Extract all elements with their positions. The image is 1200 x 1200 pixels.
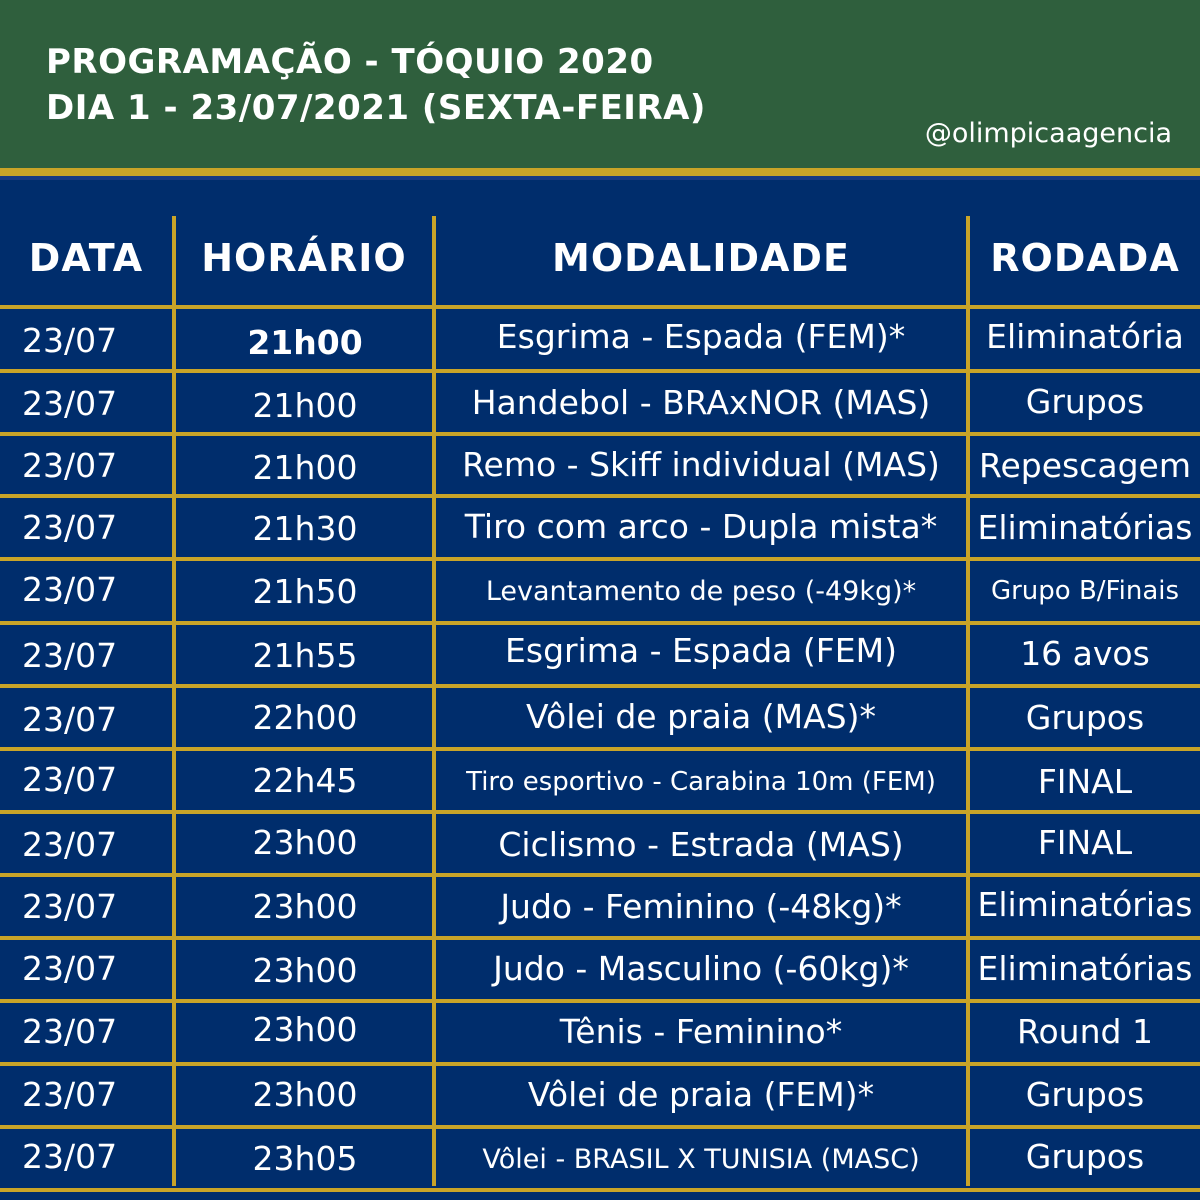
table-cell-date: 23/07 (22, 1012, 118, 1051)
table-cell-date: 23/07 (22, 825, 118, 864)
table-cell-time: 21h00 (252, 386, 358, 425)
table-cell-sport: Vôlei de praia (FEM)* (527, 1075, 875, 1114)
gold-divider (0, 168, 1200, 176)
table-cell-round: Grupos (1025, 382, 1145, 421)
page-subtitle: DIA 1 - 23/07/2021 (SEXTA-FEIRA) (46, 88, 706, 128)
table-cell-date: 23/07 (22, 700, 118, 739)
table-cell-round: 16 avos (1020, 634, 1150, 673)
table-cell-round: Grupo B/Finais (990, 576, 1180, 606)
table-cell-sport: Judo - Feminino (-48kg)* (500, 887, 902, 926)
table-cell-date: 23/07 (22, 508, 118, 547)
column-header-modalidade: MODALIDADE (552, 236, 850, 280)
social-handle: @olimpicaagencia (924, 118, 1172, 149)
table-cell-date: 23/07 (22, 1075, 118, 1114)
table-cell-sport: Esgrima - Espada (FEM)* (496, 317, 906, 356)
table-cell-sport: Levantamento de peso (-49kg)* (485, 576, 917, 607)
table-cell-sport: Esgrima - Espada (FEM) (505, 631, 897, 670)
header-banner (0, 0, 1200, 168)
table-cell-date: 23/07 (22, 384, 118, 423)
table-cell-date: 23/07 (22, 887, 118, 926)
column-header-rodada: RODADA (990, 236, 1180, 280)
table-cell-date: 23/07 (22, 760, 118, 799)
table-cell-sport: Tiro com arco - Dupla mista* (464, 507, 938, 546)
table-cell-round: Round 1 (1017, 1012, 1153, 1051)
table-cell-sport: Ciclismo - Estrada (MAS) (498, 825, 904, 864)
table-cell-sport: Tênis - Feminino* (559, 1012, 843, 1051)
table-cell-sport: Handebol - BRAxNOR (MAS) (471, 383, 931, 422)
table-cell-date: 23/07 (22, 321, 118, 360)
table-cell-round: Grupos (1025, 1075, 1145, 1114)
column-header-data: DATA (28, 236, 144, 280)
table-cell-time: 23h00 (252, 951, 358, 990)
table-cell-time: 23h00 (252, 1075, 358, 1114)
table-cell-time: 23h00 (252, 823, 358, 862)
table-cell-date: 23/07 (22, 446, 118, 485)
table-cell-round: Grupos (1025, 1137, 1145, 1176)
table-cell-sport: Judo - Masculino (-60kg)* (493, 949, 909, 988)
page-title: PROGRAMAÇÃO - TÓQUIO 2020 (46, 42, 654, 82)
table-cell-round: Grupos (1025, 698, 1145, 737)
table-cell-time: 21h50 (252, 572, 358, 611)
table-cell-sport: Vôlei de praia (MAS)* (526, 697, 876, 736)
table-cell-round: FINAL (1037, 823, 1133, 862)
table-cell-round: Eliminatórias (977, 508, 1193, 547)
table-cell-time: 21h00 (247, 323, 363, 362)
table-cell-sport: Vôlei - BRASIL X TUNISIA (MASC) (482, 1144, 920, 1175)
table-cell-round: Eliminatória (986, 317, 1184, 356)
table-cell-round: Eliminatórias (977, 885, 1193, 924)
table-cell-round: Eliminatórias (977, 949, 1193, 988)
table-cell-sport: Tiro esportivo - Carabina 10m (FEM) (466, 767, 936, 797)
table-cell-date: 23/07 (22, 570, 118, 609)
table-cell-time: 22h00 (252, 698, 358, 737)
table-cell-time: 21h55 (252, 636, 358, 675)
table-cell-round: FINAL (1037, 762, 1133, 801)
table-cell-time: 23h00 (252, 1010, 358, 1049)
table-cell-date: 23/07 (22, 636, 118, 675)
table-cell-date: 23/07 (22, 949, 118, 988)
table-cell-time: 23h05 (252, 1139, 358, 1178)
table-cell-time: 23h00 (252, 887, 358, 926)
table-cell-round: Repescagem (979, 446, 1191, 485)
table-cell-time: 21h30 (252, 509, 358, 548)
table-cell-time: 22h45 (252, 761, 358, 800)
column-header-horario: HORÁRIO (201, 236, 407, 280)
row-divider (0, 747, 1200, 751)
table-cell-date: 23/07 (22, 1137, 118, 1176)
table-cell-time: 21h00 (252, 448, 358, 487)
table-cell-sport: Remo - Skiff individual (MAS) (462, 445, 940, 484)
